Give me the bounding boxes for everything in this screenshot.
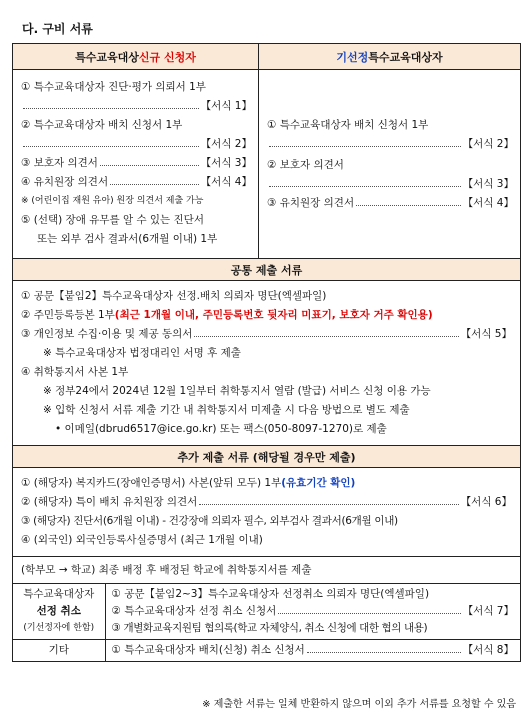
header-prefix: 특수교육대상	[75, 50, 139, 64]
list-item: ③ 보호자 의견서 【서식 3】	[21, 157, 252, 169]
existing-applicant-column	[259, 44, 520, 258]
list-item: ③ (해당자) 진단서(6개월 이내) - 건강장애 의뢰자 필수, 외부검사 결과서(6개월 이내)	[21, 515, 398, 527]
list-item: ④ 취학통지서 사본 1부	[21, 366, 129, 378]
new-applicant-list	[13, 70, 258, 258]
footnote: ※ 제출한 서류는 일체 반환하지 않으며 이외 추가 서류를 요청할 수 있음	[202, 699, 516, 710]
list-item: ④ (외국인) 외국인등록사실증명서 (최근 1개월 이내)	[21, 534, 263, 546]
existing-applicant-header	[259, 44, 520, 70]
new-applicant-column	[13, 44, 259, 258]
note: ※ 정부24에서 2024년 12월 1일부터 취학통지서 열람 (발급) 서비스 신청 이용 가능	[43, 385, 431, 397]
list-item: ① 공문【붙임2】특수교육대상자 선정.배치 의뢰자 명단(엑셀파일)	[21, 290, 327, 302]
list-item: ① 공문【붙임2~3】특수교육대상자 선정취소 의뢰자 명단(엑셀파일)	[111, 588, 430, 600]
highlight-text: (유효기간 확인)	[281, 477, 356, 489]
table-row	[13, 640, 520, 662]
etc-label: 기타	[13, 640, 105, 662]
additional-documents-header: 추가 제출 서류 (해당될 경우만 제출)	[13, 445, 520, 468]
form-ref-line: 【서식 2】	[267, 135, 514, 154]
form-ref-line: 【서식 2】	[21, 135, 252, 154]
existing-applicant-list	[259, 70, 520, 219]
contact-note: • 이메일(dbrud6517@ice.go.kr) 또는 팩스(050-8097-1270)로 제출	[55, 423, 387, 435]
highlight-text: (최근 1개월 이내, 주민등록번호 뒷자리 미표기, 보호자 거주 확인용)	[114, 309, 433, 321]
list-item-continued: 또는 외부 검사 결과서(6개월 이내) 1부	[37, 233, 218, 245]
list-item: ⑤ (선택) 장애 유무를 알 수 있는 진단서	[21, 214, 204, 226]
form-ref-line: 【서식 1】	[21, 97, 252, 116]
cancel-table	[13, 583, 520, 661]
list-item: ② (해당자) 특이 배치 유치원장 의견서 【서식 6】	[21, 496, 512, 508]
list-item: ① 특수교육대상자 배치 신청서 1부	[267, 119, 429, 131]
header-highlight: 신규 신청자	[138, 50, 196, 64]
list-item: ② 특수교육대상자 배치 신청서 1부	[21, 119, 183, 131]
list-item: ① (해당자) 복지카드(장애인증명서) 사본(앞뒤 모두) 1부(유효기간 확인)	[21, 477, 356, 489]
document-table	[12, 43, 521, 662]
common-documents-header: 공통 제출 서류	[13, 258, 520, 281]
list-item: ② 특수교육대상자 선정 취소 신청서 【서식 7】	[111, 605, 514, 617]
section-title: 다. 구비 서류	[22, 22, 93, 36]
note: ※ 입학 신청서 서류 제출 기간 내 취학통지서 미제출 시 다음 방법으로 별도 제출	[43, 404, 410, 416]
list-item: ② 보호자 의견서	[267, 159, 344, 171]
list-item: ① 특수교육대상자 진단·평가 의뢰서 1부	[21, 81, 206, 93]
header-highlight: 기선정	[336, 50, 369, 64]
new-applicant-header	[13, 44, 258, 70]
cancel-label: 특수교육대상자 선정 취소 (기선정자에 한함)	[13, 584, 105, 640]
list-item: ③ 개별화교육지원팀 협의록(학교 자체양식, 취소 신청에 대한 협의 내용)	[111, 622, 428, 634]
flow-note: (학부모 → 학교) 최종 배정 후 배정된 학교에 취학통지서를 제출	[13, 556, 520, 583]
list-item: ④ 유치원장 의견서 【서식 4】	[21, 176, 252, 188]
applicant-columns	[13, 44, 520, 258]
list-item: ① 특수교육대상자 배치(신청) 취소 신청서 【서식 8】	[111, 644, 514, 656]
common-documents-list	[13, 281, 520, 445]
form-ref-line: 【서식 3】	[267, 175, 514, 194]
list-item: ② 주민등록등본 1부(최근 1개월 이내, 주민등록번호 뒷자리 미표기, 보호자 거주 확인용)	[21, 309, 433, 321]
daycare-note: ※ (어린이집 재원 유아) 원장 의견서 제출 가능	[21, 196, 204, 206]
list-item: ③ 개인정보 수집·이용 및 제공 동의서 【서식 5】	[21, 328, 512, 340]
header-suffix: 특수교육대상자	[368, 50, 443, 64]
table-row	[13, 584, 520, 640]
etc-content	[105, 640, 520, 662]
list-item: ③ 유치원장 의견서 【서식 4】	[267, 197, 514, 209]
note: ※ 특수교육대상자 법정대리인 서명 후 제출	[43, 347, 241, 359]
cancel-content	[105, 584, 520, 640]
additional-documents-list	[13, 468, 520, 556]
